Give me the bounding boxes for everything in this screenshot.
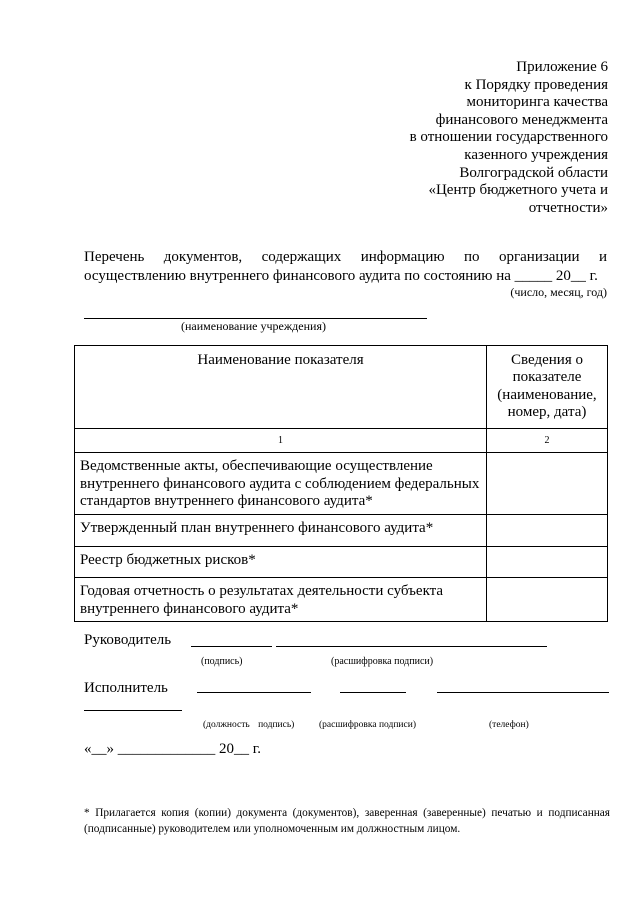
appendix-header [410,59,608,217]
table-row [75,453,608,515]
footnote-line: (подписанные) руководителем или уполномоченным им должностным лицом. [84,823,461,835]
indicator-text [75,547,486,570]
indicator-text [75,578,486,618]
indicators-table [74,345,608,622]
head-label: Руководитель [84,632,172,648]
appendix-line: мониторинга качества [466,94,608,111]
indicator-cell [75,547,487,578]
head-name-line [276,646,547,647]
title-line: осуществлению внутреннего финансового аудита по состоянию на _____ 20__ г. [84,268,598,284]
executor-position-signature-hint: (должность подпись) [203,720,295,730]
indicator-info-cell [487,515,608,547]
appendix-line: «Центр бюджетного учета и [428,182,608,199]
table-row [75,515,608,547]
executor-phone-line-continued [84,710,182,711]
indicator-cell [75,578,487,622]
indicator-line: стандартов внутреннего финансового аудита* [80,493,373,509]
indicator-cell [75,515,487,547]
indicator-info-cell [487,547,608,578]
footnote [84,805,610,837]
appendix-line: казенного учреждения [464,146,608,163]
appendix-line: Волгоградской области [459,164,608,181]
appendix-line: Приложение 6 [516,59,608,75]
header-line: Наименование показателя [197,352,364,368]
executor-label: Исполнитель [84,680,168,696]
indicator-line: Годовая отчетность о результатах деятельности субъекта [80,583,444,599]
executor-phone-line [437,692,609,693]
appendix-line: отчетности» [528,199,608,216]
footnote-line: * Прилагается копия (копии) документа (документов), заверенная (заверенные) печатью и подписанная [84,807,610,819]
column-number-row [75,429,608,453]
executor-name-hint: (расшифровка подписи) [319,720,416,730]
appendix-line: к Порядку проведения [464,76,608,93]
title-line: Перечень документов, содержащих информацию по организации и [84,249,607,265]
institution-name-hint: (наименование учреждения) [181,319,326,333]
column-number: 2 [487,429,608,453]
appendix-line: финансового менеджмента [435,111,608,128]
executor-position-signature-line [197,692,311,693]
indicator-info-cell [487,453,608,515]
indicator-line: Реестр бюджетных рисков* [80,552,256,568]
header-line: Сведения о [511,352,583,368]
header-cell-indicator [75,346,487,429]
header-line: номер, дата) [507,403,587,420]
header-indicator-text [75,346,486,369]
date-hint: (число, месяц, год) [510,285,607,299]
indicator-line: внутреннего финансового аудита* [80,600,299,617]
header-line: показателе [512,369,582,386]
indicator-text [75,515,486,538]
header-line: (наименование, [497,386,597,403]
document-title [84,248,607,286]
table-row [75,578,608,622]
indicator-cell [75,453,487,515]
indicator-line: внутреннего финансового аудита с соблюдением федеральных [80,475,480,492]
head-name-hint: (расшифровка подписи) [331,656,434,667]
indicator-info-cell [487,578,608,622]
head-signature-line [191,646,272,647]
indicator-text [75,453,486,511]
table-row [75,547,608,578]
table-header-row [75,346,608,429]
executor-name-line [340,692,406,693]
header-info-text [487,346,607,421]
executor-phone-hint: (телефон) [489,720,529,730]
indicator-line: Утвержденный план внутреннего финансового аудита* [80,520,434,536]
head-signature-hint: (подпись) [201,656,243,667]
date-line: «__» _____________ 20__ г. [84,741,261,757]
header-cell-info [487,346,608,429]
appendix-line: в отношении государственного [409,129,608,146]
indicator-line: Ведомственные акты, обеспечивающие осуществление [80,458,433,474]
column-number: 1 [75,429,487,453]
